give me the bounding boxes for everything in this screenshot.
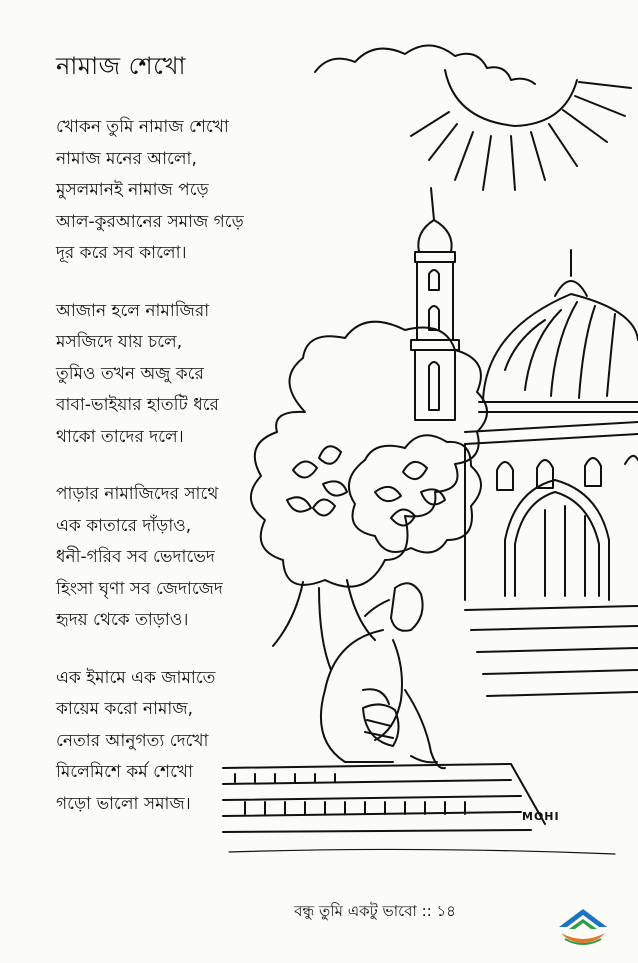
- poem-line: মিলেমিশে কর্ম শেখো: [56, 762, 194, 782]
- poem-line: হিংসা ঘৃণা সব জেদাজেদ: [56, 578, 223, 599]
- poem-line: গড়ো ভালো সমাজ।: [56, 793, 191, 814]
- publisher-logo-icon: [555, 905, 611, 947]
- poem-line: তুমিও তখন অজু করে: [56, 363, 204, 384]
- mosque-building: [465, 422, 638, 696]
- tree: [251, 322, 487, 670]
- poem-title: নামাজ শেখো: [56, 52, 186, 80]
- poem-line: থাকো তাদের দলে।: [56, 426, 184, 447]
- poem-line: নামাজ মনের আলো,: [56, 148, 197, 169]
- poem-line: বাবা-ভাইয়ার হাতটি ধরে: [56, 395, 219, 415]
- steps: [223, 764, 615, 854]
- poem-line: ধনী-গরিব সব ভেদাভেদ: [56, 547, 215, 567]
- poem-line: নেতার আনুগত্য দেখো: [56, 730, 209, 751]
- poem-line: দূর করে সব কালো।: [56, 243, 187, 263]
- poem-line: মসজিদে যায় চলে,: [56, 332, 183, 352]
- poem-line: খোকন তুমি নামাজ শেখো: [56, 117, 229, 137]
- mosque-dome: [479, 250, 638, 412]
- child-figure: [321, 583, 445, 768]
- poem-line: কায়েম করো নামাজ,: [56, 699, 193, 719]
- mosque-child-illustration: [215, 40, 638, 870]
- poem-line: আজান হলে নামাজিরা: [56, 300, 210, 321]
- poem-line: পাড়ার নামাজিদের সাথে: [56, 484, 219, 504]
- sun-icon: [315, 45, 631, 190]
- poem-line: আল-কুরআনের সমাজ গড়ে: [56, 211, 244, 232]
- minaret: [411, 188, 459, 420]
- poem-line: মুসলমানই নামাজ পড়ে: [56, 180, 209, 200]
- poem-line: হৃদয় থেকে তাড়াও।: [56, 610, 189, 630]
- poem-line: এক ইমামে এক জামাতে: [56, 667, 216, 688]
- artist-signature: MOHI: [522, 810, 560, 823]
- poem-line: এক কাতারে দাঁড়াও,: [56, 515, 192, 536]
- page-footer: বন্ধু তুমি একটু ভাবো :: ১৪: [294, 902, 456, 920]
